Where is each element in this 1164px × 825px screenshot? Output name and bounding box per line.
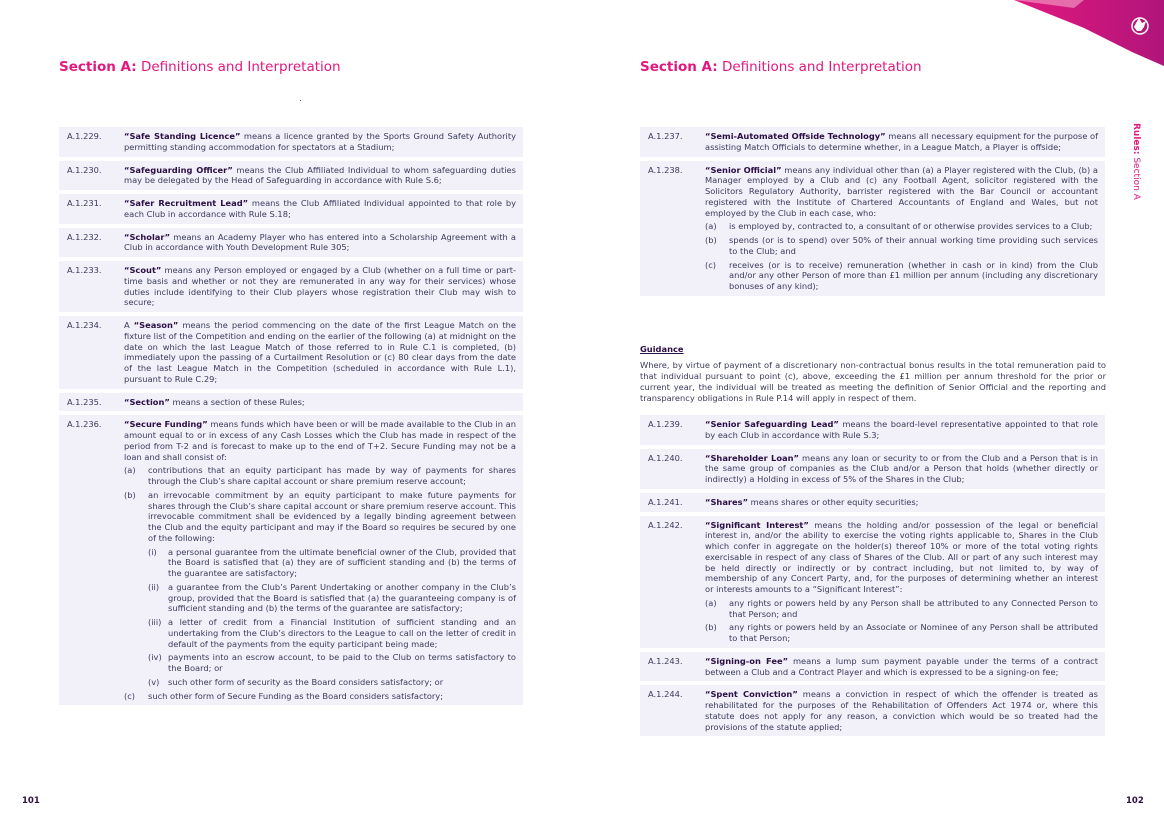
guidance-heading: Guidance	[640, 344, 684, 354]
definition-text: means shares or other equity securities;	[748, 496, 919, 507]
definition-number: A.1.230.	[67, 164, 102, 175]
definition-number: A.1.240.	[648, 452, 683, 463]
definition-number: A.1.239.	[648, 419, 683, 429]
sub-item-text: such other form of Secure Funding as the Board considers satisfactory;	[148, 690, 444, 701]
definition-number: A.1.242.	[648, 519, 683, 530]
sub-sub-item-text: a letter of credit from a Financial Institution of sufficient standing and an undertaking from the Club’s directors to the League to call on the letter of credit in default of the payments from the equity participant being made;	[168, 617, 516, 649]
definition-a-1-236	[59, 415, 523, 705]
sub-item-text: receives (or is to receive) remuneration (whether in cash or in kind) from the Club and/or any other Person of more than £1 million per annum (including any discretionary bonuses of any kind);	[729, 259, 1098, 291]
definition-text: means funds which have been or will be made available to the Club in an amount equal to or in excess of any Cash Losses which the Club has made in respect of the period from T-2 and is forecast to make up to the end of T+2. Secure Funding may not be a loan and shall consist of:	[124, 419, 516, 462]
sub-item	[705, 221, 1098, 232]
definition-term: “Safer Recruitment Lead”	[124, 198, 249, 208]
sub-item-mark: (a)	[705, 597, 717, 608]
corner-brand-decoration	[1014, 0, 1164, 70]
definition-a-1-235	[59, 393, 523, 412]
sub-item	[705, 235, 1098, 257]
definition-a-1-242	[640, 516, 1105, 648]
sub-item-mark: (a)	[705, 221, 717, 232]
definition-term: “Spent Conviction”	[705, 689, 798, 700]
definition-term: “Shares”	[705, 496, 749, 507]
definition-number: A.1.234.	[67, 320, 102, 330]
definition-text: means any individual other than (a) a Player registered with the Club, (b) a Manager employed by a Club and (c) any Football Agent, solicitor registered with the Solicitors Regulatory Authority, barrister registered with the Bar Council or accountant registered with the Institute of Chartered Accountants of England and Wales, but not employed by the Club in each case, who:	[705, 164, 1099, 218]
page-number: 102	[1126, 796, 1144, 806]
corner-swoosh	[1014, 0, 1164, 66]
sub-sub-item-text: payments into an escrow account, to be paid to the Club on terms satisfactory to the Board; or	[168, 652, 516, 673]
sub-item-mark: (c)	[705, 259, 717, 270]
definition-text: means the Club Affiliated Individual appointed to that role by each Club in accordance with Rule S.18;	[124, 198, 516, 219]
sub-item	[124, 691, 516, 702]
sub-sub-item	[124, 617, 516, 649]
definition-text: means a section of these Rules;	[169, 396, 305, 407]
definition-a-1-234	[59, 316, 523, 389]
sub-sub-item	[124, 547, 516, 579]
definition-term: “Safe Standing Licence”	[124, 131, 241, 141]
page-title: Section A: Definitions and Interpretation	[59, 59, 341, 75]
definition-text: means any Person employed or engaged by a Club (whether on a full time or part-time basis and whether or not they are remunerated in any way for their services) whose duties include identifying to their Club players whose registration their Club may wish to secure;	[124, 265, 516, 308]
sub-sub-item-mark: (iv)	[148, 652, 162, 663]
sub-item	[705, 622, 1098, 644]
definition-text: means a conviction in respect of which the offender is treated as rehabilitated for the purposes of the Rehabilitation of Offenders Act 1974 or, where this statute does not apply for any reason, a conviction which would be so treated had the provisions of the statute applied;	[705, 689, 1098, 732]
sub-item-mark: (b)	[705, 235, 717, 245]
definition-a-1-240	[640, 449, 1105, 489]
definition-text: means a licence granted by the Sports Ground Safety Authority permitting standing accommodation for spectators at a Stadium;	[124, 131, 516, 152]
sub-item-mark: (b)	[705, 622, 717, 633]
page-number: 101	[22, 796, 40, 806]
sub-sub-item-mark: (ii)	[148, 581, 160, 592]
definitions-list	[640, 127, 1105, 300]
definition-prefix: A	[124, 320, 134, 330]
guidance-text: Where, by virtue of payment of a discretionary non-contractual bonus results in the total remuneration paid to that individual pursuant to point (c), above, exceeding the £1 million per annum threshold for the prior or current year, the individual will be treated as meeting the definition of Senior Official and the reporting and transparency obligations in Rule P.14 will apply in respect of them.	[640, 360, 1106, 403]
definition-term: “Shareholder Loan”	[705, 452, 799, 463]
definition-term: “Scholar”	[124, 231, 171, 242]
definition-term: “Section”	[124, 396, 170, 407]
sub-item-text: any rights or powers held by any Person shall be attributed to any Connected Person to that Person; and	[729, 597, 1098, 619]
definition-number: A.1.231.	[67, 198, 102, 208]
definition-term: “Senior Official”	[705, 164, 782, 175]
sub-item	[124, 490, 516, 544]
definition-term: “Signing-on Fee”	[705, 655, 789, 666]
definition-term: “Semi-Automated Offside Technology”	[705, 131, 886, 141]
sub-item-text: is employed by, contracted to, a consultant of or otherwise provides services to a Club;	[729, 221, 1093, 232]
definition-a-1-233	[59, 261, 523, 312]
definition-term: “Season”	[133, 320, 179, 330]
definition-text: means the holding and/or possession of the legal or beneficial interest in, and/or the ability to exercise the voting rights applicable to, Shares in the Club which confer in aggregate on the holder(s) thereof 10% or more of the total voting rights exercisable in respect of any class of Shares of the Club. All or part of any such interest may be held directly or indirectly or by contract including, but not limited to, by way of membership of any Concert Party, and, for the purposes of determining whether an interest or interests amounts to a “Significant Interest”:	[705, 519, 1099, 594]
definition-term: “Scout”	[124, 265, 162, 275]
sub-item	[124, 465, 516, 487]
definition-a-1-243	[640, 652, 1105, 682]
sub-sub-item-mark: (v)	[148, 676, 160, 687]
definition-text: means any loan or security to or from the Club and a Person that is in the same group of companies as the Club and/or a Person that holds (whether directly or indirectly) a Holding in excess of 5% of the Shares in the Club;	[705, 452, 1098, 484]
sub-item-mark: (a)	[124, 465, 136, 476]
sub-sub-item-mark: (i)	[148, 546, 157, 557]
sub-sub-item-text: a guarantee from the Club’s Parent Undertaking or another company in the Club’s group, provided that the Board is satisfied that (a) the guaranteeing company is of sufficient standing and (b) the terms of the guarantee are satisfactory;	[168, 581, 516, 614]
sub-sub-item	[124, 652, 516, 674]
sub-sub-item	[124, 677, 516, 688]
definition-a-1-241	[640, 493, 1105, 512]
sub-sub-item-mark: (iii)	[148, 617, 162, 627]
stray-dot	[300, 100, 301, 101]
definition-number: A.1.232.	[67, 231, 102, 242]
definition-number: A.1.233.	[67, 265, 102, 275]
guidance-block	[640, 344, 1106, 404]
definition-number: A.1.229.	[67, 131, 102, 141]
definition-a-1-237	[640, 127, 1105, 157]
sub-sub-item-text: a personal guarantee from the ultimate beneficial owner of the Club, provided that the Board is satisfied that (a) they are of sufficient standing and (b) the terms of the guarantee are satisfactory;	[168, 546, 516, 578]
definition-text: means a lump sum payment payable under the terms of a contract between a Club and a Contract Player and which is expressed to be a signing-on fee;	[705, 655, 1098, 677]
definition-number: A.1.238.	[648, 164, 683, 175]
definition-number: A.1.243.	[648, 655, 683, 666]
sub-item-text: spends (or is to spend) over 50% of their annual working time providing such services to the Club; and	[729, 235, 1098, 256]
definition-a-1-239	[640, 415, 1105, 445]
definition-number: A.1.244.	[648, 689, 683, 700]
definition-a-1-230	[59, 161, 523, 191]
definition-number: A.1.241.	[648, 496, 683, 507]
definition-a-1-232	[59, 228, 523, 258]
sub-item-mark: (b)	[124, 489, 136, 500]
page-title: Section A: Definitions and Interpretation	[640, 59, 922, 75]
right-page	[582, 0, 1164, 825]
definition-text: means the board-level representative appointed to that role by each Club in accordance with Rule S.3;	[705, 419, 1098, 440]
definition-term: “Senior Safeguarding Lead”	[705, 419, 839, 429]
sub-item-mark: (c)	[124, 690, 136, 701]
definition-number: A.1.237.	[648, 131, 683, 141]
definition-text: means an Academy Player who has entered into a Scholarship Agreement with a Club in accordance with Youth Development Rule 305;	[124, 231, 516, 253]
definition-number: A.1.236.	[67, 419, 102, 430]
definition-a-1-244	[640, 685, 1105, 736]
definition-number: A.1.235.	[67, 396, 102, 407]
sub-sub-item	[124, 582, 516, 614]
definition-term: “Significant Interest”	[705, 519, 809, 530]
sub-item-text: an irrevocable commitment by an equity participant to make future payments for shares through the Club’s share capital account or share premium reserve account. This irrevocable commitment shall be evidenced by a legally binding agreement between the Club and the equity participant and may if the Board so requires be secured by one of the following:	[148, 489, 516, 543]
definition-text: means the period commencing on the date of the first League Match on the fixture list of the Competition and ending on the earlier of the following (a) at midnight on the date on which the last League Match of those referred to in Rule C.1 is completed, (b) immediately upon the passing of a Curtailment Resolution or (c) 80 clear days from the date of the last League Match in the Competition (scheduled in accordance with Rule L.1), pursuant to Rule C.29;	[124, 320, 516, 384]
definitions-list	[59, 127, 523, 709]
sub-item-text: contributions that an equity participant has made by way of payments for shares through the Club’s share capital account or share premium reserve account;	[148, 465, 516, 486]
definition-text: means all necessary equipment for the purpose of assisting Match Officials to determine whether, in a League Match, a Player is offside;	[705, 131, 1098, 152]
definition-a-1-229	[59, 127, 523, 157]
definition-text: means the Club Affiliated Individual to whom safeguarding duties may be delegated by the Head of Safeguarding in accordance with Rule S.6;	[124, 164, 516, 186]
definitions-list	[640, 415, 1105, 740]
sub-item-text: any rights or powers held by an Associate or Nominee of any Person shall be attributed to that Person;	[729, 622, 1098, 643]
sub-item	[705, 260, 1098, 292]
side-section-label: Rules: Section A	[1131, 123, 1141, 200]
definition-a-1-238	[640, 161, 1105, 296]
definition-term: “Secure Funding”	[124, 419, 208, 430]
sub-item	[705, 598, 1098, 620]
definition-term: “Safeguarding Officer”	[124, 164, 233, 175]
sub-sub-item-text: such other form of security as the Board considers satisfactory; or	[168, 676, 444, 687]
definition-a-1-231	[59, 194, 523, 224]
